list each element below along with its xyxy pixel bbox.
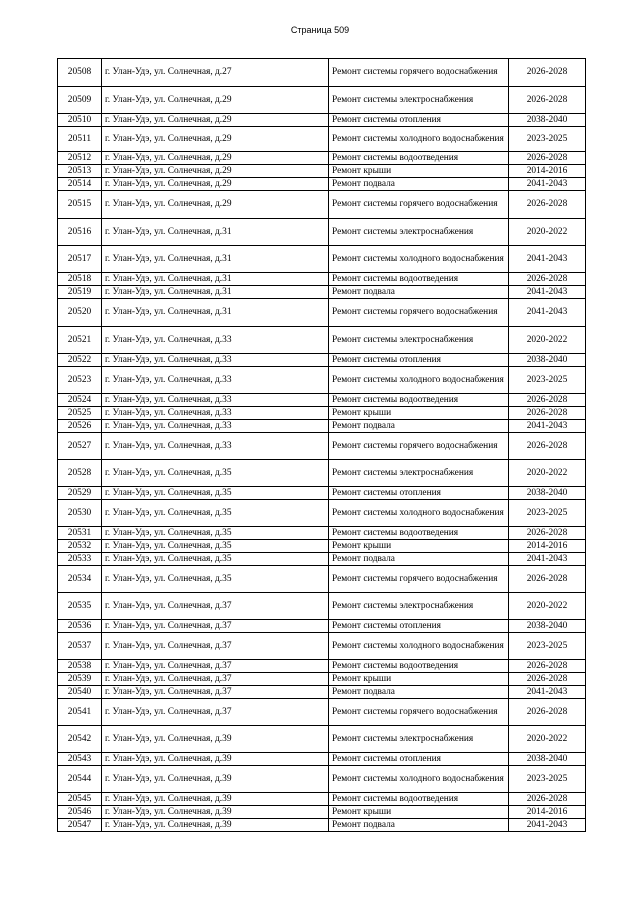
table-row xyxy=(58,246,586,273)
address-cell: г. Улан-Удэ, ул. Солнечная, д.35 xyxy=(102,553,329,566)
period-cell: 2020-2022 xyxy=(509,327,586,354)
period-cell: 2014-2016 xyxy=(509,165,586,178)
table-row xyxy=(58,673,586,686)
work-type-cell: Ремонт системы горячего водоснабжения xyxy=(329,699,509,726)
row-number: 20510 xyxy=(58,114,102,127)
address-cell: г. Улан-Удэ, ул. Солнечная, д.31 xyxy=(102,273,329,286)
period-cell: 2038-2040 xyxy=(509,114,586,127)
period-cell: 2038-2040 xyxy=(509,753,586,766)
work-type-cell: Ремонт системы холодного водоснабжения xyxy=(329,633,509,660)
table-row xyxy=(58,500,586,527)
row-number: 20531 xyxy=(58,527,102,540)
address-cell: г. Улан-Удэ, ул. Солнечная, д.29 xyxy=(102,178,329,191)
period-cell: 2026-2028 xyxy=(509,527,586,540)
work-type-cell: Ремонт системы горячего водоснабжения xyxy=(329,299,509,327)
period-cell: 2026-2028 xyxy=(509,152,586,165)
work-type-cell: Ремонт системы горячего водоснабжения xyxy=(329,59,509,87)
row-number: 20517 xyxy=(58,246,102,273)
table-row xyxy=(58,766,586,793)
address-cell: г. Улан-Удэ, ул. Солнечная, д.37 xyxy=(102,620,329,633)
work-type-cell: Ремонт крыши xyxy=(329,540,509,553)
table-row xyxy=(58,354,586,367)
work-type-cell: Ремонт системы горячего водоснабжения xyxy=(329,191,509,219)
row-number: 20534 xyxy=(58,566,102,593)
row-number: 20538 xyxy=(58,660,102,673)
work-type-cell: Ремонт системы водоотведения xyxy=(329,527,509,540)
period-cell: 2026-2028 xyxy=(509,566,586,593)
work-type-cell: Ремонт подвала xyxy=(329,178,509,191)
work-type-cell: Ремонт системы водоотведения xyxy=(329,394,509,407)
table-body xyxy=(58,59,586,832)
row-number: 20528 xyxy=(58,460,102,487)
period-cell: 2020-2022 xyxy=(509,726,586,753)
row-number: 20536 xyxy=(58,620,102,633)
work-type-cell: Ремонт крыши xyxy=(329,165,509,178)
row-number: 20547 xyxy=(58,819,102,832)
table-row xyxy=(58,59,586,87)
row-number: 20519 xyxy=(58,286,102,299)
table-row xyxy=(58,299,586,327)
table-row xyxy=(58,394,586,407)
row-number: 20535 xyxy=(58,593,102,620)
address-cell: г. Улан-Удэ, ул. Солнечная, д.37 xyxy=(102,593,329,620)
table-row xyxy=(58,420,586,433)
address-cell: г. Улан-Удэ, ул. Солнечная, д.27 xyxy=(102,59,329,87)
work-type-cell: Ремонт системы электроснабжения xyxy=(329,327,509,354)
period-cell: 2014-2016 xyxy=(509,806,586,819)
table-row xyxy=(58,793,586,806)
row-number: 20522 xyxy=(58,354,102,367)
table-row xyxy=(58,407,586,420)
table-row xyxy=(58,460,586,487)
row-number: 20514 xyxy=(58,178,102,191)
table-row xyxy=(58,487,586,500)
table-row xyxy=(58,433,586,460)
period-cell: 2041-2043 xyxy=(509,819,586,832)
row-number: 20533 xyxy=(58,553,102,566)
row-number: 20511 xyxy=(58,127,102,152)
period-cell: 2020-2022 xyxy=(509,593,586,620)
work-type-cell: Ремонт системы отопления xyxy=(329,487,509,500)
table-row xyxy=(58,593,586,620)
period-cell: 2026-2028 xyxy=(509,673,586,686)
period-cell: 2041-2043 xyxy=(509,420,586,433)
page-header: Страница 509 xyxy=(290,25,350,35)
address-cell: г. Улан-Удэ, ул. Солнечная, д.33 xyxy=(102,394,329,407)
address-cell: г. Улан-Удэ, ул. Солнечная, д.29 xyxy=(102,114,329,127)
row-number: 20512 xyxy=(58,152,102,165)
work-type-cell: Ремонт подвала xyxy=(329,553,509,566)
table-row xyxy=(58,660,586,673)
period-cell: 2026-2028 xyxy=(509,699,586,726)
period-cell: 2020-2022 xyxy=(509,219,586,246)
table-row xyxy=(58,286,586,299)
work-type-cell: Ремонт подвала xyxy=(329,420,509,433)
row-number: 20530 xyxy=(58,500,102,527)
period-cell: 2020-2022 xyxy=(509,460,586,487)
row-number: 20518 xyxy=(58,273,102,286)
address-cell: г. Улан-Удэ, ул. Солнечная, д.29 xyxy=(102,165,329,178)
address-cell: г. Улан-Удэ, ул. Солнечная, д.29 xyxy=(102,87,329,114)
address-cell: г. Улан-Удэ, ул. Солнечная, д.39 xyxy=(102,766,329,793)
address-cell: г. Улан-Удэ, ул. Солнечная, д.39 xyxy=(102,753,329,766)
table-row xyxy=(58,806,586,819)
address-cell: г. Улан-Удэ, ул. Солнечная, д.31 xyxy=(102,299,329,327)
work-type-cell: Ремонт системы холодного водоснабжения xyxy=(329,500,509,527)
period-cell: 2041-2043 xyxy=(509,246,586,273)
work-type-cell: Ремонт системы водоотведения xyxy=(329,660,509,673)
address-cell: г. Улан-Удэ, ул. Солнечная, д.39 xyxy=(102,726,329,753)
address-cell: г. Улан-Удэ, ул. Солнечная, д.29 xyxy=(102,152,329,165)
period-cell: 2023-2025 xyxy=(509,633,586,660)
row-number: 20527 xyxy=(58,433,102,460)
period-cell: 2023-2025 xyxy=(509,127,586,152)
table-row xyxy=(58,367,586,394)
period-cell: 2041-2043 xyxy=(509,553,586,566)
table-row xyxy=(58,726,586,753)
period-cell: 2038-2040 xyxy=(509,487,586,500)
address-cell: г. Улан-Удэ, ул. Солнечная, д.33 xyxy=(102,354,329,367)
address-cell: г. Улан-Удэ, ул. Солнечная, д.31 xyxy=(102,219,329,246)
period-cell: 2041-2043 xyxy=(509,686,586,699)
work-type-cell: Ремонт подвала xyxy=(329,286,509,299)
address-cell: г. Улан-Удэ, ул. Солнечная, д.37 xyxy=(102,699,329,726)
row-number: 20542 xyxy=(58,726,102,753)
work-type-cell: Ремонт системы отопления xyxy=(329,114,509,127)
address-cell: г. Улан-Удэ, ул. Солнечная, д.39 xyxy=(102,819,329,832)
period-cell: 2026-2028 xyxy=(509,191,586,219)
address-cell: г. Улан-Удэ, ул. Солнечная, д.39 xyxy=(102,806,329,819)
work-type-cell: Ремонт подвала xyxy=(329,819,509,832)
address-cell: г. Улан-Удэ, ул. Солнечная, д.31 xyxy=(102,246,329,273)
table-row xyxy=(58,165,586,178)
table-row xyxy=(58,527,586,540)
table-row xyxy=(58,273,586,286)
table-row xyxy=(58,699,586,726)
table-row xyxy=(58,327,586,354)
address-cell: г. Улан-Удэ, ул. Солнечная, д.33 xyxy=(102,327,329,354)
row-number: 20540 xyxy=(58,686,102,699)
work-type-cell: Ремонт крыши xyxy=(329,806,509,819)
work-type-cell: Ремонт крыши xyxy=(329,673,509,686)
table-row xyxy=(58,178,586,191)
work-type-cell: Ремонт системы горячего водоснабжения xyxy=(329,433,509,460)
row-number: 20537 xyxy=(58,633,102,660)
table-row xyxy=(58,819,586,832)
address-cell: г. Улан-Удэ, ул. Солнечная, д.37 xyxy=(102,686,329,699)
work-type-cell: Ремонт подвала xyxy=(329,686,509,699)
row-number: 20520 xyxy=(58,299,102,327)
row-number: 20523 xyxy=(58,367,102,394)
address-cell: г. Улан-Удэ, ул. Солнечная, д.39 xyxy=(102,793,329,806)
work-type-cell: Ремонт системы электроснабжения xyxy=(329,87,509,114)
address-cell: г. Улан-Удэ, ул. Солнечная, д.33 xyxy=(102,407,329,420)
table-row xyxy=(58,686,586,699)
address-cell: г. Улан-Удэ, ул. Солнечная, д.35 xyxy=(102,500,329,527)
row-number: 20529 xyxy=(58,487,102,500)
address-cell: г. Улан-Удэ, ул. Солнечная, д.29 xyxy=(102,127,329,152)
row-number: 20544 xyxy=(58,766,102,793)
work-type-cell: Ремонт системы водоотведения xyxy=(329,273,509,286)
table-row xyxy=(58,127,586,152)
row-number: 20516 xyxy=(58,219,102,246)
address-cell: г. Улан-Удэ, ул. Солнечная, д.35 xyxy=(102,566,329,593)
row-number: 20543 xyxy=(58,753,102,766)
work-type-cell: Ремонт системы отопления xyxy=(329,354,509,367)
table-row xyxy=(58,219,586,246)
period-cell: 2026-2028 xyxy=(509,273,586,286)
table-row xyxy=(58,87,586,114)
address-cell: г. Улан-Удэ, ул. Солнечная, д.33 xyxy=(102,420,329,433)
table-row xyxy=(58,114,586,127)
period-cell: 2038-2040 xyxy=(509,620,586,633)
address-cell: г. Улан-Удэ, ул. Солнечная, д.37 xyxy=(102,660,329,673)
address-cell: г. Улан-Удэ, ул. Солнечная, д.33 xyxy=(102,433,329,460)
work-type-cell: Ремонт системы водоотведения xyxy=(329,793,509,806)
period-cell: 2026-2028 xyxy=(509,59,586,87)
row-number: 20532 xyxy=(58,540,102,553)
work-type-cell: Ремонт системы электроснабжения xyxy=(329,219,509,246)
address-cell: г. Улан-Удэ, ул. Солнечная, д.37 xyxy=(102,673,329,686)
table-row xyxy=(58,553,586,566)
period-cell: 2026-2028 xyxy=(509,394,586,407)
address-cell: г. Улан-Удэ, ул. Солнечная, д.37 xyxy=(102,633,329,660)
work-type-cell: Ремонт системы холодного водоснабжения xyxy=(329,766,509,793)
table-row xyxy=(58,566,586,593)
row-number: 20515 xyxy=(58,191,102,219)
period-cell: 2026-2028 xyxy=(509,793,586,806)
period-cell: 2023-2025 xyxy=(509,367,586,394)
address-cell: г. Улан-Удэ, ул. Солнечная, д.35 xyxy=(102,527,329,540)
row-number: 20508 xyxy=(58,59,102,87)
row-number: 20545 xyxy=(58,793,102,806)
table-row xyxy=(58,633,586,660)
address-cell: г. Улан-Удэ, ул. Солнечная, д.35 xyxy=(102,540,329,553)
period-cell: 2041-2043 xyxy=(509,178,586,191)
work-type-cell: Ремонт системы электроснабжения xyxy=(329,460,509,487)
table-row xyxy=(58,191,586,219)
work-type-cell: Ремонт системы горячего водоснабжения xyxy=(329,566,509,593)
period-cell: 2026-2028 xyxy=(509,87,586,114)
period-cell: 2023-2025 xyxy=(509,766,586,793)
period-cell: 2026-2028 xyxy=(509,407,586,420)
work-type-cell: Ремонт системы электроснабжения xyxy=(329,726,509,753)
work-type-cell: Ремонт системы холодного водоснабжения xyxy=(329,367,509,394)
work-type-cell: Ремонт системы водоотведения xyxy=(329,152,509,165)
row-number: 20539 xyxy=(58,673,102,686)
address-cell: г. Улан-Удэ, ул. Солнечная, д.33 xyxy=(102,367,329,394)
address-cell: г. Улан-Удэ, ул. Солнечная, д.31 xyxy=(102,286,329,299)
period-cell: 2041-2043 xyxy=(509,299,586,327)
row-number: 20521 xyxy=(58,327,102,354)
row-number: 20546 xyxy=(58,806,102,819)
table-row xyxy=(58,753,586,766)
period-cell: 2026-2028 xyxy=(509,433,586,460)
period-cell: 2026-2028 xyxy=(509,660,586,673)
address-cell: г. Улан-Удэ, ул. Солнечная, д.35 xyxy=(102,487,329,500)
row-number: 20541 xyxy=(58,699,102,726)
work-type-cell: Ремонт системы холодного водоснабжения xyxy=(329,127,509,152)
work-type-cell: Ремонт системы отопления xyxy=(329,620,509,633)
period-cell: 2038-2040 xyxy=(509,354,586,367)
address-cell: г. Улан-Удэ, ул. Солнечная, д.29 xyxy=(102,191,329,219)
work-type-cell: Ремонт системы холодного водоснабжения xyxy=(329,246,509,273)
period-cell: 2014-2016 xyxy=(509,540,586,553)
period-cell: 2023-2025 xyxy=(509,500,586,527)
address-cell: г. Улан-Удэ, ул. Солнечная, д.35 xyxy=(102,460,329,487)
row-number: 20524 xyxy=(58,394,102,407)
table-row xyxy=(58,152,586,165)
work-type-cell: Ремонт крыши xyxy=(329,407,509,420)
table-row xyxy=(58,620,586,633)
table-row xyxy=(58,540,586,553)
row-number: 20509 xyxy=(58,87,102,114)
repair-schedule-table xyxy=(57,58,586,832)
row-number: 20525 xyxy=(58,407,102,420)
row-number: 20526 xyxy=(58,420,102,433)
work-type-cell: Ремонт системы отопления xyxy=(329,753,509,766)
work-type-cell: Ремонт системы электроснабжения xyxy=(329,593,509,620)
period-cell: 2041-2043 xyxy=(509,286,586,299)
row-number: 20513 xyxy=(58,165,102,178)
